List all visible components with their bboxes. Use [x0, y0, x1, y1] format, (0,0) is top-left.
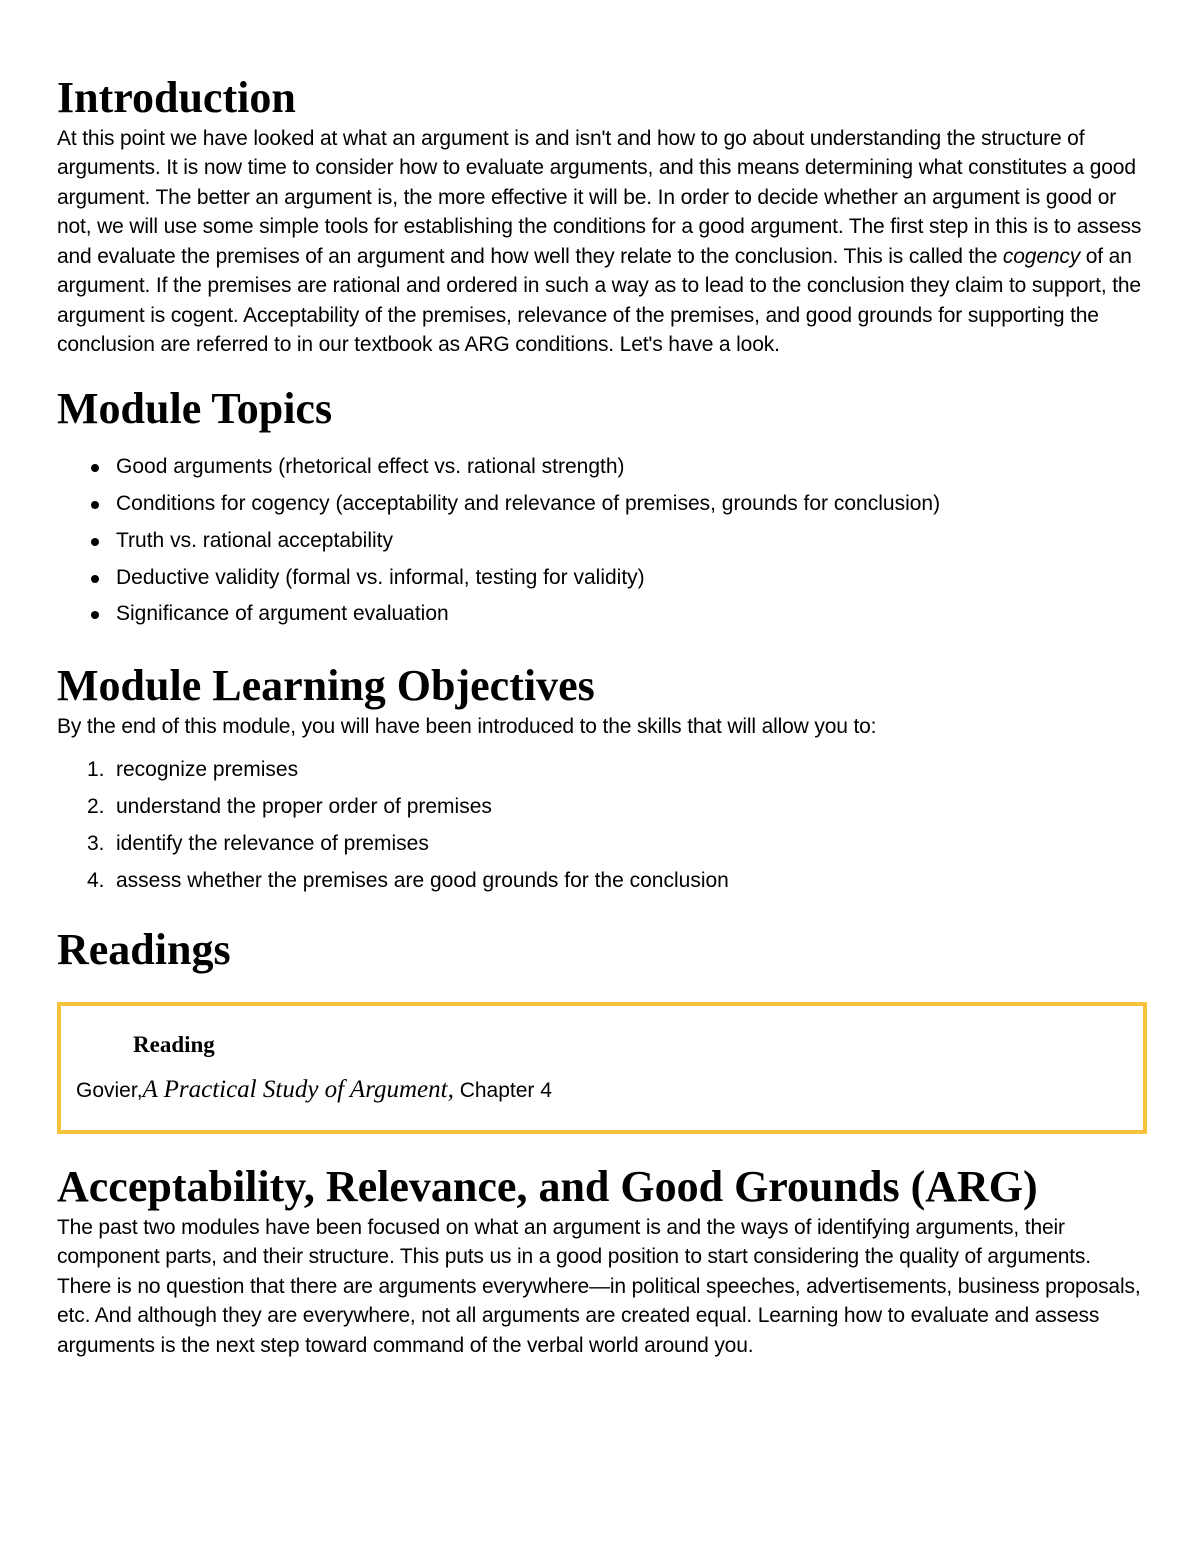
- module-topics-list: [57, 449, 1147, 633]
- list-item-text: understand the proper order of premises: [116, 795, 492, 819]
- introduction-text-part-1: At this point we have looked at what an argument is and isn't and how to go about understanding the structure of arguments. It is now time to consider how to evaluate arguments, and this means determining what constitutes a good argument. The better an argument is, the more effective it will be. In order to decide whether an argument is good or not, we will use some simple tools for establishing the conditions for a good argument. The first step in this is to assess and evaluate the premises of an argument and how well they relate to the conclusion. This is called the: [57, 126, 1142, 268]
- list-item-text: assess whether the premises are good grounds for the conclusion: [116, 868, 729, 892]
- learning-objectives-list: [57, 752, 1147, 899]
- readings-heading: Readings: [57, 925, 231, 975]
- list-item: [57, 596, 1147, 633]
- reading-callout-box: [57, 1002, 1147, 1134]
- list-item: [57, 449, 1147, 486]
- arg-heading: Acceptability, Relevance, and Good Grounds (ARG): [57, 1162, 1038, 1212]
- reading-author: Govier,: [76, 1079, 143, 1103]
- list-item-text: Deductive validity (formal vs. informal, testing for validity): [116, 565, 645, 589]
- list-item-text: recognize premises: [116, 758, 299, 782]
- list-item: [57, 486, 1147, 523]
- list-item-text: identify the relevance of premises: [116, 831, 429, 855]
- list-item-text: Good arguments (rhetorical effect vs. rational strength): [116, 455, 625, 479]
- list-item-text: Conditions for cogency (acceptability and relevance of premises, grounds for conclusion): [116, 491, 941, 515]
- bullet-icon: [91, 538, 99, 546]
- reading-book-title: A Practical Study of Argument,: [142, 1076, 454, 1104]
- list-number: 4.: [87, 868, 105, 892]
- learning-objectives-heading: Module Learning Objectives: [57, 661, 595, 711]
- module-topics-heading: Module Topics: [57, 383, 333, 433]
- reading-label: Reading: [133, 1032, 215, 1058]
- cogency-emphasis: cogency: [1002, 244, 1081, 268]
- bullet-icon: [91, 575, 99, 583]
- list-item-text: Significance of argument evaluation: [116, 602, 449, 626]
- reading-chapter: Chapter 4: [459, 1079, 552, 1103]
- introduction-paragraph: [57, 124, 1147, 360]
- list-item: [57, 826, 1147, 863]
- introduction-heading: Introduction: [57, 73, 296, 122]
- list-item: [57, 789, 1147, 826]
- list-item: [57, 560, 1147, 597]
- bullet-icon: [91, 464, 99, 472]
- list-item: [57, 863, 1147, 900]
- document-page: [57, 0, 1147, 1360]
- list-number: 3.: [87, 831, 105, 855]
- list-number: 2.: [87, 795, 105, 819]
- list-item: [57, 523, 1147, 560]
- arg-paragraph: The past two modules have been focused on what an argument is and the ways of identifying arguments, their component parts, and their structure. This puts us in a good position to start considering the quality of arguments. There is no question that there are arguments everywhere—in political speeches, advertisements, business proposals, etc. And although they are everywhere, not all arguments are created equal. Learning how to evaluate and assess arguments is the next step toward command of the verbal world around you.: [57, 1215, 1141, 1357]
- objectives-intro: By the end of this module, you will have been introduced to the skills that will allow you to:: [57, 714, 877, 738]
- introduction-text-part-2: of an argument. If the premises are rational and ordered in such a way as to lead to the conclusion they claim to support, the argument is cogent. Acceptability of the premises, relevance of the premises, and good grounds for supporting the conclusion are referred to in our textbook as ARG conditions. Let's have a look.: [57, 244, 1141, 357]
- reading-citation: [76, 1076, 552, 1104]
- bullet-icon: [91, 611, 99, 619]
- list-item: [57, 752, 1147, 789]
- list-item-text: Truth vs. rational acceptability: [116, 528, 394, 552]
- bullet-icon: [91, 501, 99, 509]
- list-number: 1.: [87, 758, 105, 782]
